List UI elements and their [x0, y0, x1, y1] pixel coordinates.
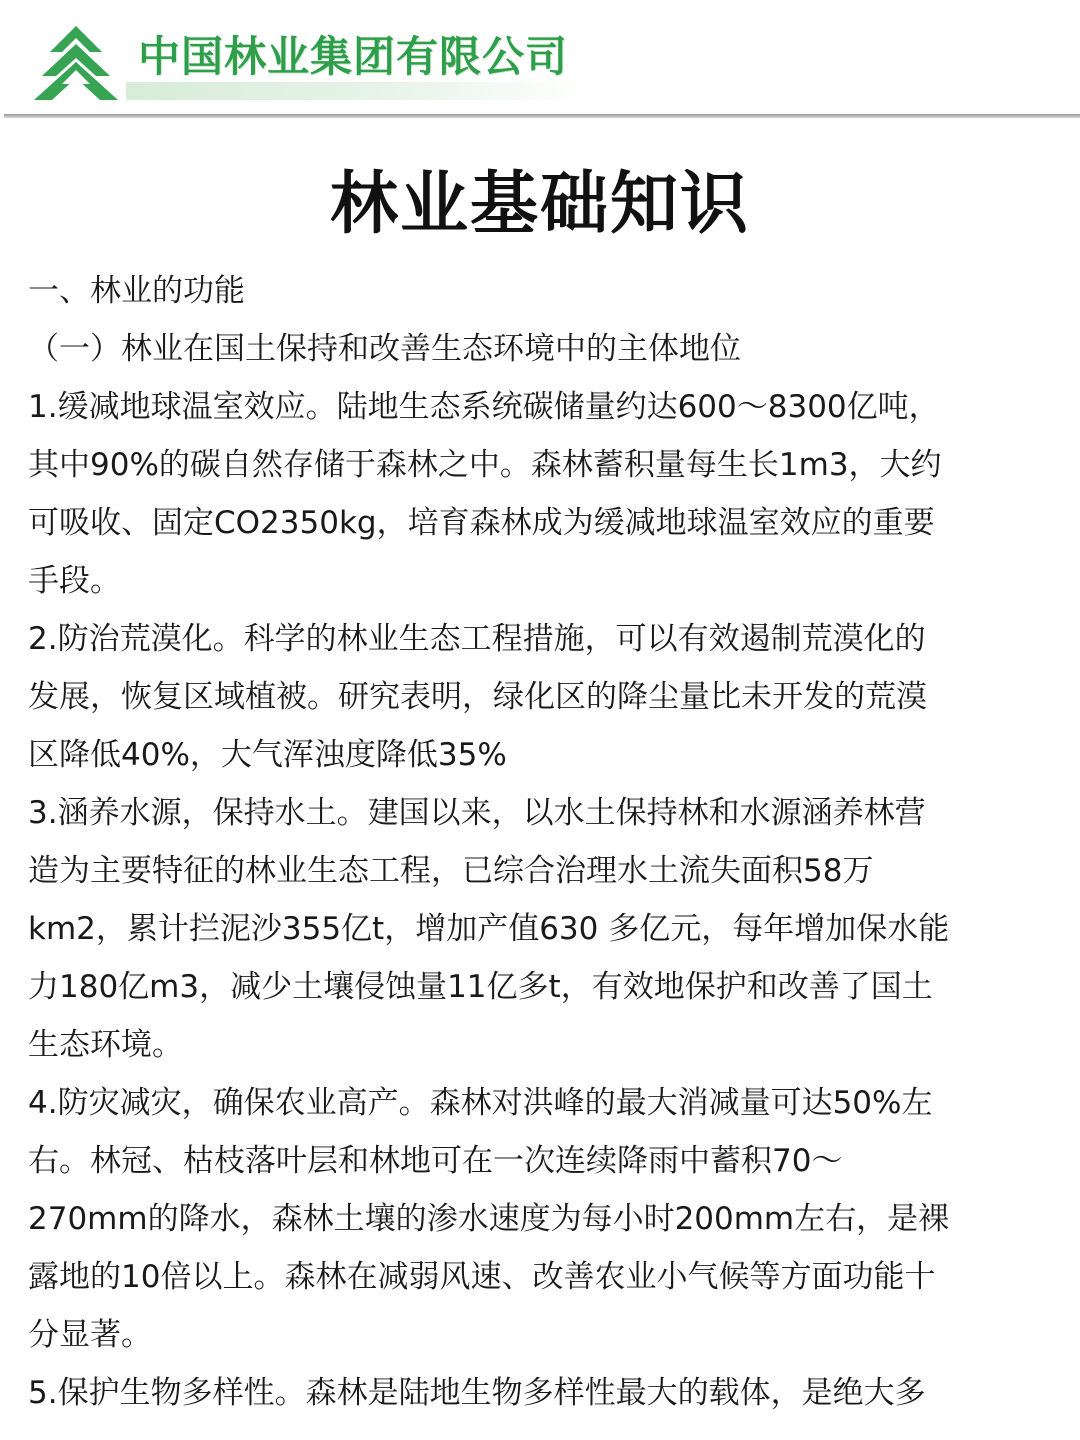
text-line: 可吸收、固定CO2350kg，培育森林成为缓减地球温室效应的重要: [28, 505, 935, 541]
company-name: 中国林业集团有限公司: [138, 32, 569, 81]
text-line: 露地的10倍以上。森林在减弱风速、改善农业小气候等方面功能十: [28, 1259, 936, 1295]
text-line: 生态环境。: [28, 1027, 183, 1063]
text-line: 3.涵养水源，保持水土。建国以来，以水土保持林和水源涵养林营: [28, 795, 926, 831]
text-line: 区降低40%，大气浑浊度降低35%: [28, 737, 507, 773]
text-line: 力180亿m3，减少土壤侵蚀量11亿多t，有效地保护和改善了国土: [28, 969, 933, 1005]
text-line: 发展，恢复区域植被。研究表明，绿化区的降尘量比未开发的荒漠: [28, 679, 927, 715]
header-decorative-stripe: [126, 82, 586, 100]
text-line: km2，累计拦泥沙355亿t，增加产值630 多亿元，每年增加保水能: [28, 911, 950, 947]
text-line: 1.缓减地球温室效应。陆地生态系统碳储量约达600～8300亿吨，: [28, 389, 940, 425]
article-body: [28, 262, 1058, 1422]
section-heading: 一、林业的功能: [28, 273, 245, 309]
text-line: 270mm的降水，森林土壤的渗水速度为每小时200mm左右，是裸: [28, 1201, 950, 1237]
text-line: 其中90%的碳自然存储于森林之中。森林蓄积量每生长1m3，大约: [28, 447, 942, 483]
text-line: 4.防灾减灾，确保农业高产。森林对洪峰的最大消减量可达50%左: [28, 1085, 933, 1121]
page-title: 林业基础知识: [329, 165, 750, 244]
forest-pine-logo-icon: [34, 24, 118, 102]
text-line: 右。林冠、枯枝落叶层和林地可在一次连续降雨中蓄积70～: [28, 1143, 843, 1179]
text-line: 2.防治荒漠化。科学的林业生态工程措施，可以有效遏制荒漠化的: [28, 621, 926, 657]
text-line: 造为主要特征的林业生态工程，已综合治理水土流失面积58万: [28, 853, 874, 889]
subsection-heading: （一）林业在国土保持和改善生态环境中的主体地位: [28, 331, 741, 367]
page-header: [0, 0, 1080, 118]
text-line: 5.保护生物多样性。森林是陆地生物多样性最大的载体，是绝大多: [28, 1375, 926, 1411]
header-divider: [4, 114, 1080, 118]
text-line: 分显著。: [28, 1317, 152, 1353]
text-line: 手段。: [28, 563, 121, 599]
